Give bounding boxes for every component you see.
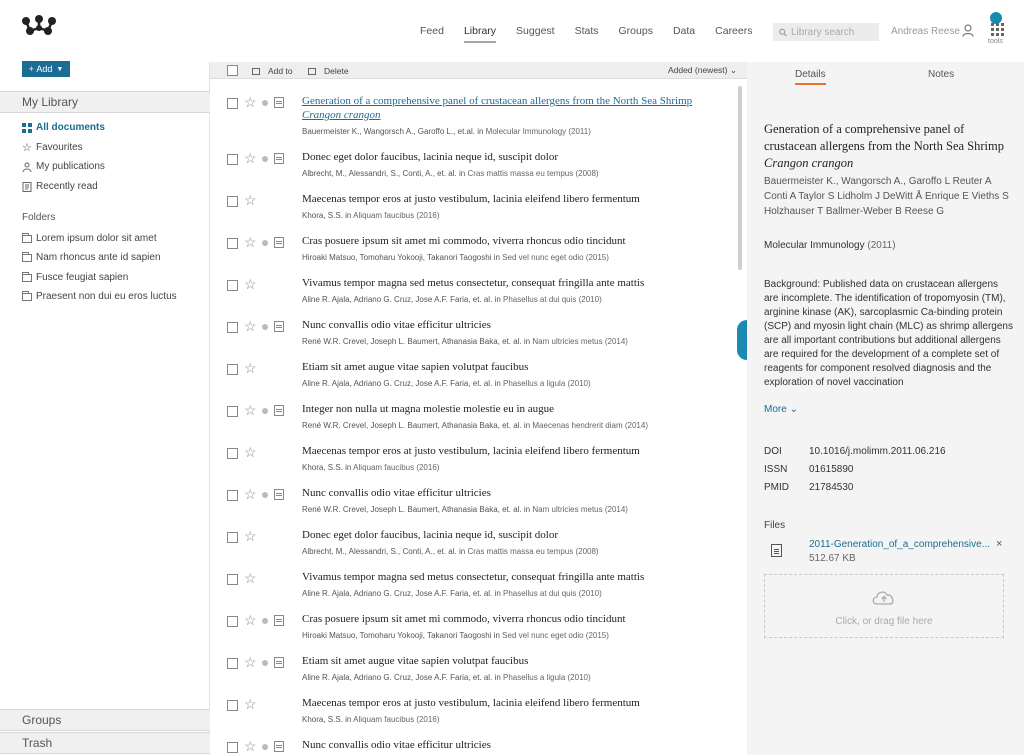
add-button[interactable]: + Add ▼ <box>22 61 70 77</box>
star-icon[interactable]: ☆ <box>244 150 257 166</box>
folder-item[interactable]: Lorem ipsum dolor sit amet <box>22 233 157 244</box>
document-title[interactable]: Donec eget dolor faucibus, lacinia neque id, suscipit dolor <box>302 529 558 541</box>
star-icon[interactable]: ☆ <box>244 318 257 334</box>
document-title[interactable]: Nunc convallis odio vitae efficitur ultricies <box>302 487 491 499</box>
pdf-icon[interactable] <box>274 489 284 500</box>
row-checkbox[interactable] <box>227 700 238 711</box>
document-list <box>210 62 747 755</box>
row-checkbox[interactable] <box>227 574 238 585</box>
document-title[interactable]: Maecenas tempor eros at justo vestibulum, lacinia eleifend libero fermentum <box>302 697 640 709</box>
star-icon[interactable]: ☆ <box>244 654 257 670</box>
pdf-file-icon <box>771 544 782 557</box>
pdf-icon[interactable] <box>274 97 284 108</box>
document-meta: Bauermeister K., Wangorsch A., Garoffo L., et.al. in Molecular Immunology (2011) <box>302 127 591 136</box>
row-checkbox[interactable] <box>227 364 238 375</box>
documents-icon <box>22 123 32 133</box>
chevron-down-icon: ⌄ <box>729 65 737 75</box>
star-icon[interactable]: ☆ <box>244 738 257 754</box>
tab-notes[interactable]: Notes <box>928 69 955 80</box>
nav-feed[interactable]: Feed <box>420 25 444 37</box>
document-title[interactable]: Maecenas tempor eros at justo vestibulum, lacinia eleifend libero fermentum <box>302 193 640 205</box>
library-search[interactable] <box>773 23 879 41</box>
nav-library[interactable]: Library <box>464 0 496 62</box>
user-icon[interactable] <box>962 24 974 37</box>
row-checkbox[interactable] <box>227 616 238 627</box>
document-title[interactable]: Nunc convallis odio vitae efficitur ultricies <box>302 739 491 751</box>
detail-title: Generation of a comprehensive panel of crustacean allergens from the North Sea Shrimp Crangon crangon <box>764 122 1004 170</box>
table-row[interactable] <box>210 694 737 736</box>
user-name[interactable]: Andreas Reese <box>891 26 960 37</box>
star-icon[interactable]: ☆ <box>244 612 257 628</box>
cloud-upload-icon <box>871 589 897 605</box>
unread-dot-icon <box>262 408 268 414</box>
select-all-checkbox[interactable] <box>227 65 238 76</box>
table-row[interactable] <box>210 316 737 358</box>
row-checkbox[interactable] <box>227 532 238 543</box>
document-title[interactable]: Integer non nulla ut magna molestie molestie eu in augue <box>302 403 555 415</box>
detail-authors: Bauermeister K., Wangorsch A., Garoffo L Reuter A Conti A Taylor S Lidholm J DeWitt Å Enrique E Vieths S Holzhauser T Ballmer-Weber B Reese G <box>764 176 1009 217</box>
row-checkbox[interactable] <box>227 154 238 165</box>
row-checkbox[interactable] <box>227 490 238 501</box>
table-row[interactable] <box>210 274 737 316</box>
table-row[interactable] <box>210 484 737 526</box>
pdf-icon[interactable] <box>274 741 284 752</box>
table-row[interactable] <box>210 232 737 274</box>
document-meta: Khora, S.S. in Aliquam faucibus (2016) <box>302 715 440 724</box>
main-nav <box>420 0 773 62</box>
sort-dropdown[interactable]: Added (newest) ⌄ <box>667 65 737 75</box>
pmid-row: PMID 21784530 <box>764 482 854 493</box>
document-title[interactable]: Vivamus tempor magna sed metus consectetur, consequat fringilla ante mattis <box>302 571 645 583</box>
recent-icon <box>22 182 32 192</box>
pdf-icon[interactable] <box>274 405 284 416</box>
star-icon[interactable]: ☆ <box>244 444 257 460</box>
row-checkbox[interactable] <box>227 448 238 459</box>
unread-dot-icon <box>262 492 268 498</box>
unread-dot-icon <box>262 660 268 666</box>
list-toolbar <box>210 62 747 79</box>
dropzone-text: Click, or drag file here <box>835 616 933 627</box>
table-row[interactable] <box>210 358 737 400</box>
row-checkbox[interactable] <box>227 238 238 249</box>
tools-label: tools <box>988 38 1003 45</box>
star-icon[interactable]: ☆ <box>244 696 257 712</box>
star-icon[interactable]: ☆ <box>244 192 257 208</box>
star-icon: ☆ <box>22 141 32 154</box>
document-title[interactable]: Cras posuere ipsum sit amet mi commodo, viverra rhoncus odio tincidunt <box>302 235 626 247</box>
trash-icon <box>308 68 316 75</box>
folder-item[interactable]: Praesent non dui eu eros luctus <box>22 291 177 302</box>
search-input[interactable] <box>791 27 879 38</box>
document-meta: Aline R. Ajala, Adriano G. Cruz, Jose A.F. Faria, et. al. in Phasellus at dui quis (2010) <box>302 295 602 304</box>
row-checkbox[interactable] <box>227 98 238 109</box>
unread-dot-icon <box>262 618 268 624</box>
files-label: Files <box>764 520 786 531</box>
row-checkbox[interactable] <box>227 196 238 207</box>
nav-data[interactable]: Data <box>672 25 696 37</box>
unread-dot-icon <box>262 744 268 750</box>
document-meta: Khora, S.S. in Aliquam faucibus (2016) <box>302 211 440 220</box>
pdf-icon[interactable] <box>274 657 284 668</box>
pdf-icon[interactable] <box>274 615 284 626</box>
row-checkbox[interactable] <box>227 742 238 753</box>
mendeley-logo[interactable] <box>20 14 58 36</box>
sidebar-item-recently-read[interactable]: Recently read <box>22 181 98 192</box>
unread-dot-icon <box>262 100 268 106</box>
table-row[interactable] <box>210 442 737 484</box>
star-icon[interactable]: ☆ <box>244 276 257 292</box>
publications-icon <box>22 162 32 172</box>
issn-row: ISSN 01615890 <box>764 464 854 475</box>
document-meta: Aline R. Ajala, Adriano G. Cruz, Jose A.F. Faria, et. al. in Phasellus at dui quis (2010) <box>302 589 602 598</box>
tab-details[interactable]: Details <box>795 69 826 80</box>
document-meta: Aline R. Ajala, Adriano G. Cruz, Jose A.F. Faria, et. al. in Phasellus a ligula (2010) <box>302 673 591 682</box>
panel-resize-handle[interactable] <box>737 320 747 360</box>
top-bar <box>0 0 1024 62</box>
tools-menu[interactable] <box>988 23 1008 45</box>
document-meta: René W.R. Crevel, Joseph L. Baumert, Athanasia Baka, et. al. in Maecenas hendrerit diam (2014) <box>302 421 648 430</box>
detail-journal: Molecular Immunology (2011) <box>764 240 896 251</box>
document-title[interactable]: Generation of a comprehensive panel of crustacean allergens from the North Sea Shrimp Crangon crangon <box>302 95 693 121</box>
folder-item[interactable]: Fusce feugiat sapien <box>22 272 128 283</box>
unread-dot-icon <box>262 240 268 246</box>
pdf-icon[interactable] <box>274 153 284 164</box>
pdf-icon[interactable] <box>274 321 284 332</box>
row-checkbox[interactable] <box>227 280 238 291</box>
folder-add-icon <box>252 68 260 75</box>
row-checkbox[interactable] <box>227 322 238 333</box>
pdf-icon[interactable] <box>274 237 284 248</box>
sidebar-item-all-documents[interactable]: All documents <box>22 122 105 133</box>
table-row[interactable] <box>210 92 737 134</box>
document-meta: Albrecht, M., Alessandri, S., Conti, A., et. al. in Cras mattis massa eu tempus (2008) <box>302 169 599 178</box>
table-row[interactable] <box>210 652 737 694</box>
file-size: 512.67 KB <box>809 553 856 564</box>
folders-label: Folders <box>22 212 56 223</box>
document-meta: Aline R. Ajala, Adriano G. Cruz, Jose A.F. Faria, et. al. in Phasellus a ligula (2010) <box>302 379 591 388</box>
document-title[interactable]: Etiam sit amet augue vitae sapien volutpat faucibus <box>302 655 529 667</box>
groups-header[interactable]: Groups <box>0 709 210 731</box>
folder-item[interactable]: Nam rhoncus ante id sapien <box>22 252 161 263</box>
document-title[interactable]: Donec eget dolor faucibus, lacinia neque id, suscipit dolor <box>302 151 558 163</box>
table-row[interactable] <box>210 148 737 190</box>
document-meta: René W.R. Crevel, Joseph L. Baumert, Athanasia Baka, et. al. in Nam ultricies metus (2014) <box>302 505 628 514</box>
details-panel <box>747 62 1024 755</box>
chevron-down-icon: ⌄ <box>789 404 798 415</box>
document-title[interactable]: Cras posuere ipsum sit amet mi commodo, viverra rhoncus odio tincidunt <box>302 613 626 625</box>
detail-identifiers <box>764 443 946 497</box>
folder-icon <box>22 274 32 282</box>
folder-icon <box>22 235 32 243</box>
chevron-down-icon: ▼ <box>56 65 64 73</box>
star-icon[interactable]: ☆ <box>244 402 257 418</box>
my-library-header[interactable]: My Library <box>0 91 210 113</box>
row-checkbox[interactable] <box>227 406 238 417</box>
table-row[interactable] <box>210 736 737 755</box>
document-meta: René W.R. Crevel, Joseph L. Baumert, Athanasia Baka, et. al. in Nam ultricies metus (2014) <box>302 337 628 346</box>
unread-dot-icon <box>262 324 268 330</box>
sidebar-item-my-publications[interactable]: My publications <box>22 161 105 172</box>
plus-icon: + <box>28 64 37 74</box>
folder-icon <box>22 293 32 301</box>
star-icon[interactable]: ☆ <box>244 94 257 110</box>
table-row[interactable] <box>210 568 737 610</box>
table-row[interactable] <box>210 190 737 232</box>
nav-suggest[interactable]: Suggest <box>516 25 555 37</box>
document-title[interactable]: Etiam sit amet augue vitae sapien volutpat faucibus <box>302 361 529 373</box>
star-icon[interactable]: ☆ <box>244 528 257 544</box>
unread-dot-icon <box>262 156 268 162</box>
document-title[interactable]: Nunc convallis odio vitae efficitur ultricies <box>302 319 491 331</box>
file-dropzone[interactable] <box>764 574 1004 638</box>
search-icon <box>779 28 787 37</box>
nav-groups[interactable]: Groups <box>618 25 653 37</box>
doi-row: DOI 10.1016/j.molimm.2011.06.216 <box>764 446 946 457</box>
add-to-button[interactable]: Add to <box>252 66 293 76</box>
document-meta: Khora, S.S. in Aliquam faucibus (2016) <box>302 463 440 472</box>
more-link[interactable]: More ⌄ <box>764 404 798 415</box>
star-icon[interactable]: ☆ <box>244 486 257 502</box>
document-meta: Albrecht, M., Alessandri, S., Conti, A., et. al. in Cras mattis massa eu tempus (2008) <box>302 547 599 556</box>
document-title[interactable]: Maecenas tempor eros at justo vestibulum, lacinia eleifend libero fermentum <box>302 445 640 457</box>
star-icon[interactable]: ☆ <box>244 360 257 376</box>
star-icon[interactable]: ☆ <box>244 234 257 250</box>
table-row[interactable] <box>210 610 737 652</box>
list-scrollbar[interactable] <box>738 86 742 270</box>
folder-icon <box>22 254 32 262</box>
detail-abstract: Background: Published data on crustacean allergens are incomplete. The identification of tropomyosin (TM), arginine kinase (AK), sarcoplasmic Ca-binding protein (SCP) and myosin light chain (MLC) as shrimp allergens are all important contributions but additional allergens are required for the development of a complete set of reagents for component resolved diagnosis and the exploration of novel vaccination <box>764 279 1013 388</box>
table-row[interactable] <box>210 526 737 568</box>
document-meta: Hiroaki Matsuo, Tomoharu Yokooji, Takanori Taogoshi in Sed vel nunc eget odio (2015) <box>302 253 609 262</box>
remove-file-button[interactable]: × <box>996 538 1003 550</box>
table-row[interactable] <box>210 400 737 442</box>
delete-button[interactable]: Delete <box>308 66 349 76</box>
document-title[interactable]: Vivamus tempor magna sed metus consectetur, consequat fringilla ante mattis <box>302 277 645 289</box>
trash-header[interactable]: Trash <box>0 732 210 754</box>
document-meta: Hiroaki Matsuo, Tomoharu Yokooji, Takanori Taogoshi in Sed vel nunc eget odio (2015) <box>302 631 609 640</box>
sidebar-item-favourites[interactable]: ☆ Favourites <box>22 141 83 154</box>
nav-careers[interactable]: Careers <box>715 25 753 37</box>
star-icon[interactable]: ☆ <box>244 570 257 586</box>
nav-stats[interactable]: Stats <box>574 25 599 37</box>
file-link[interactable]: 2011-Generation_of_a_comprehensive... <box>809 539 991 550</box>
sidebar <box>0 62 210 755</box>
apps-grid-icon <box>991 23 1008 36</box>
row-checkbox[interactable] <box>227 658 238 669</box>
